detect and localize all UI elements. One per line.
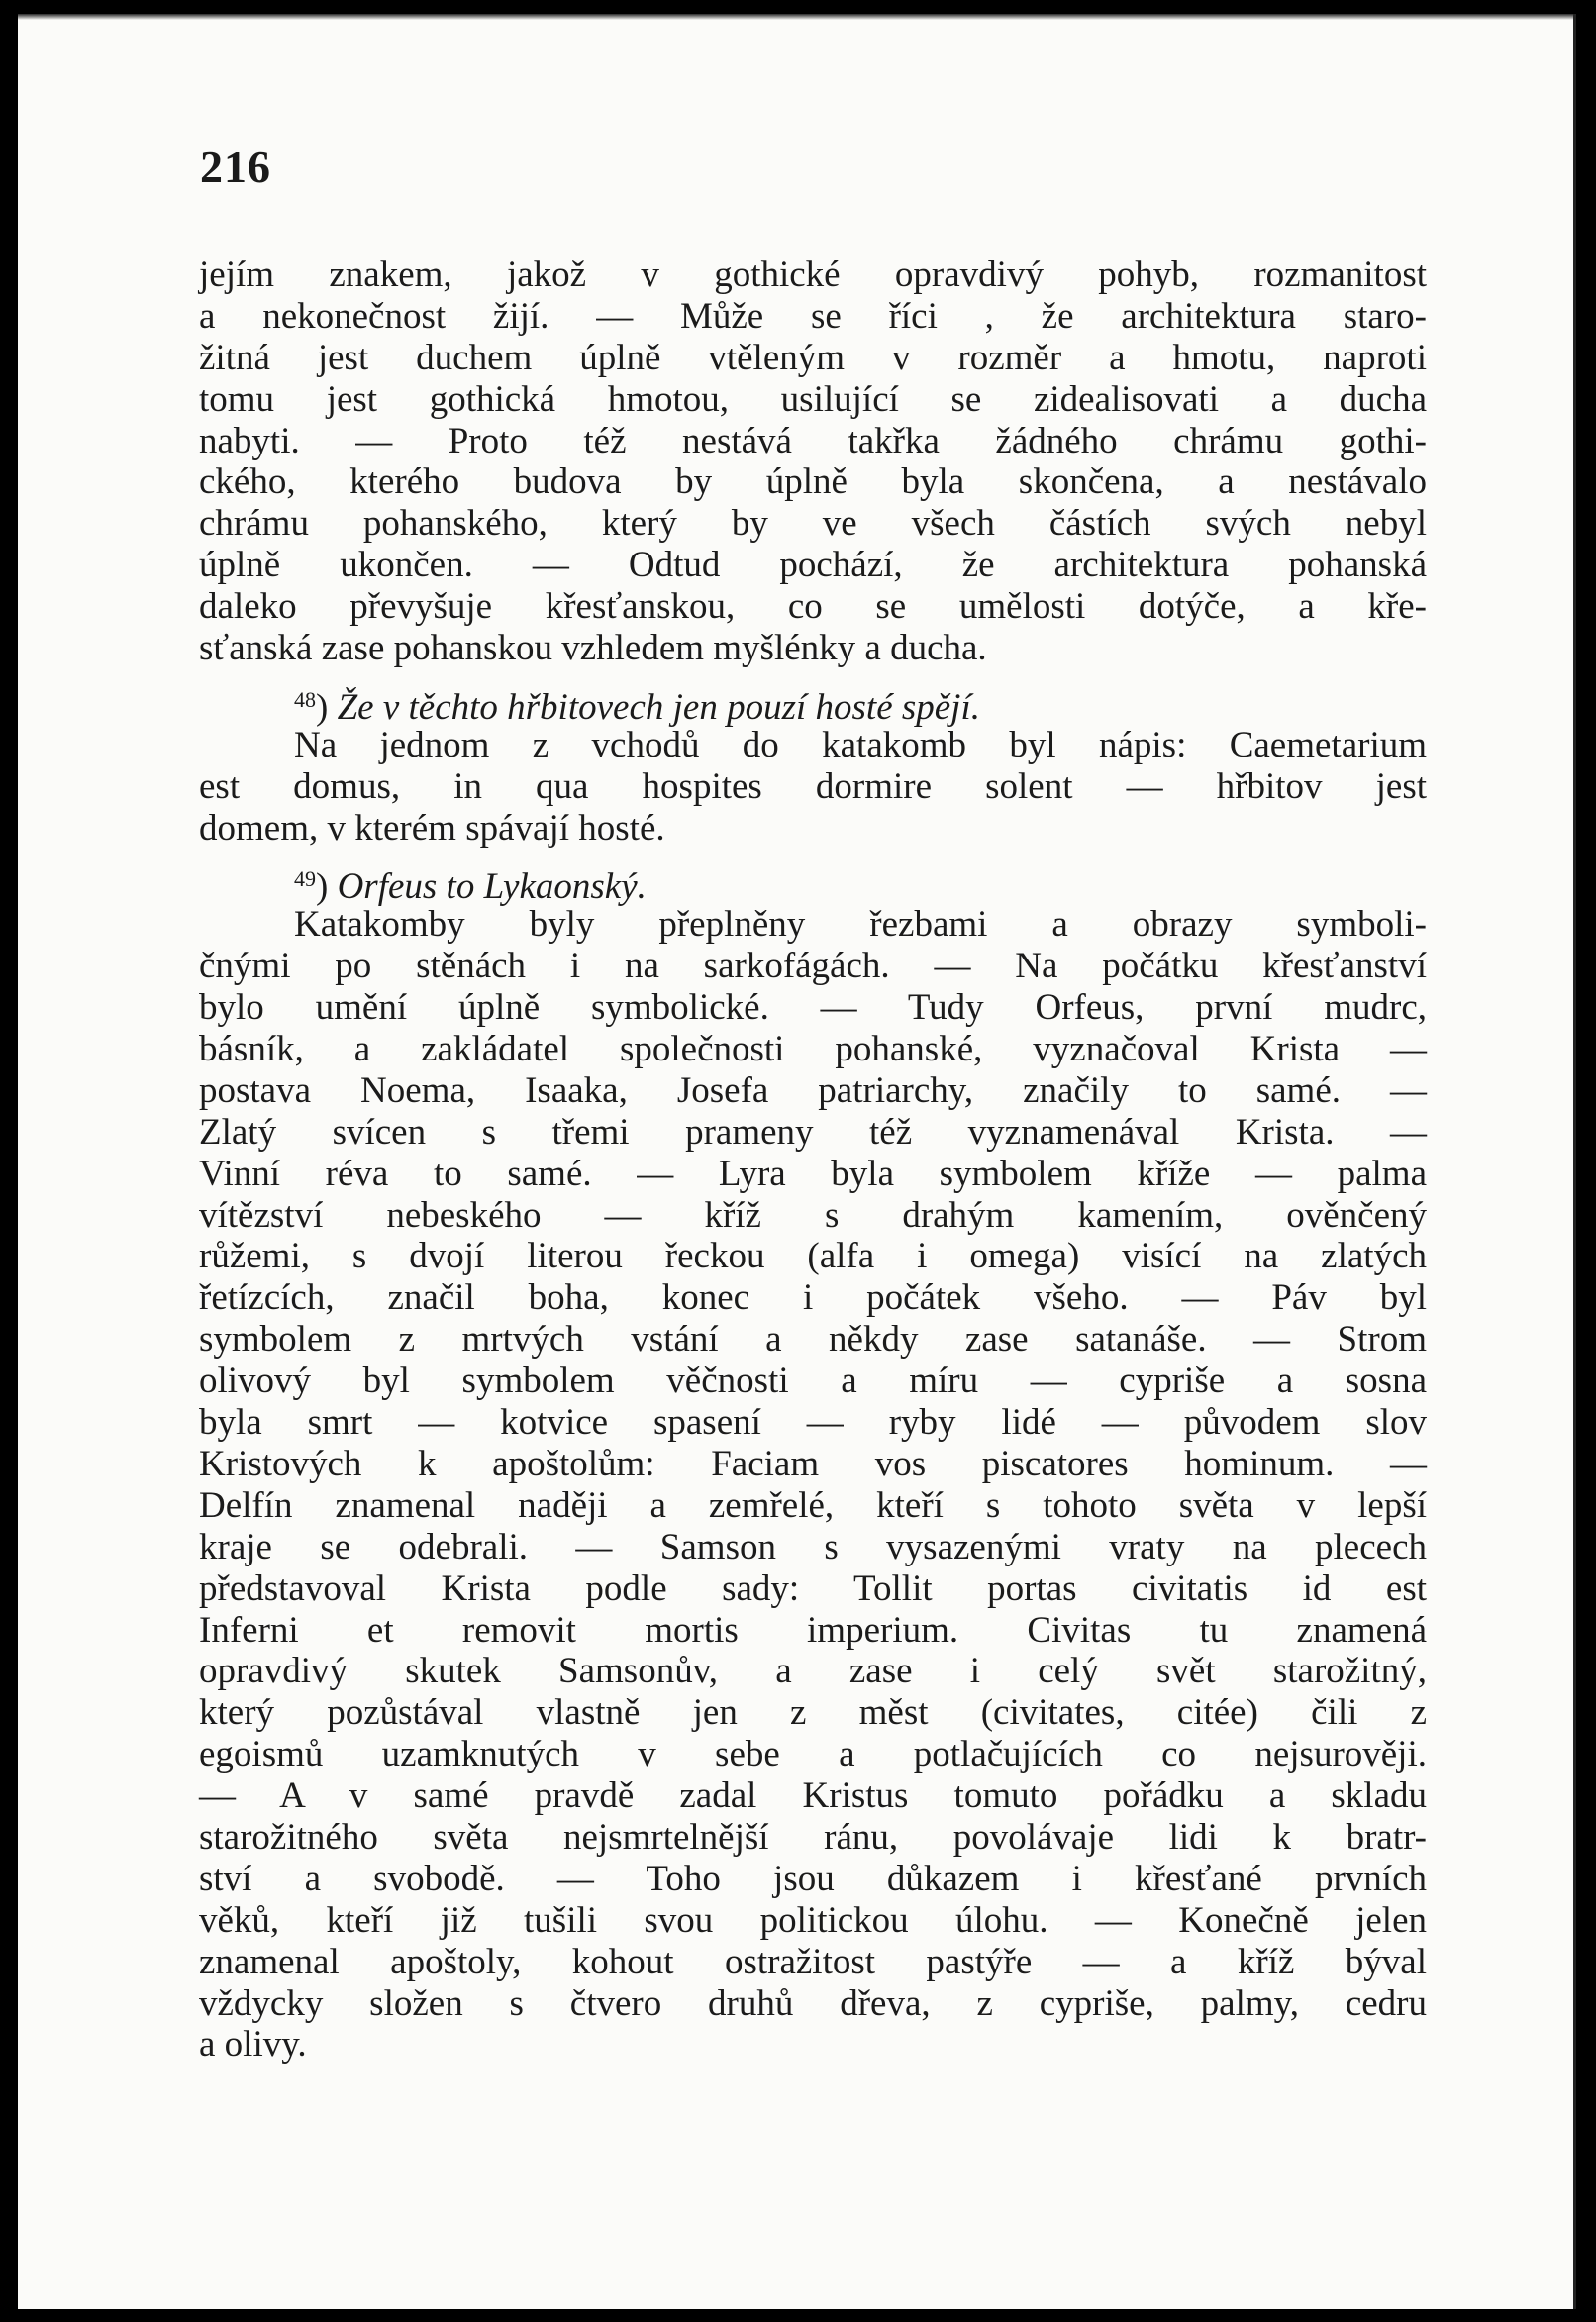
text-line: znamenal apoštoly, kohout ostražitost pastýře — a kříž býval	[199, 1941, 1427, 1982]
text-line: chrámu pohanského, který by ve všech částích svých nebyl	[199, 503, 1427, 545]
text-line: růžemi, s dvojí literou řeckou (alfa i omega) visící na zlatých	[199, 1236, 1427, 1277]
text-line: opravdivý skutek Samsonův, a zase i celý svět starožitný,	[199, 1651, 1427, 1692]
text-line: domem, v kterém spávají hosté.	[199, 807, 665, 849]
text-line: olivový byl symbolem věčnosti a míru — cypriše a sosna	[199, 1361, 1427, 1402]
text-line: tomu jest gothická hmotou, usilující se zidealisovati a ducha	[199, 378, 1427, 420]
text-line: egoismů uzamknutých v sebe a potlačujících co nejsurověji.	[199, 1734, 1427, 1775]
text-line: ckého, kterého budova by úplně byla skončena, a nestávalo	[199, 461, 1427, 503]
footnote-49: $^{49}$) Orfeus to Lykaonský.	[294, 866, 647, 908]
text-line: a olivy.	[199, 2024, 307, 2066]
text-line: est domus, in qua hospites dormire solent — hřbitov jest	[199, 765, 1427, 807]
footnote-number: 48	[294, 686, 316, 712]
text-line: a nekonečnost žijí. — Může se říci , že architektura staro-	[199, 295, 1427, 337]
text-line: vítězství nebeského — kříž s drahým kamením, ověnčený	[199, 1194, 1427, 1236]
text-line: kraje se odebrali. — Samson s vysazenými vraty na plecech	[199, 1526, 1427, 1567]
text-line: Vinní réva to samé. — Lyra byla symbolem kříže — palma	[199, 1153, 1427, 1194]
text-line: vždycky složen s čtvero druhů dřeva, z cypriše, palmy, cedru	[199, 1982, 1427, 2024]
text-line: čnými po stěnách i na sarkofágách. — Na počátku křesťanství	[199, 946, 1427, 987]
text-line: úplně ukončen. — Odtud pochází, že architektura pohanská	[199, 545, 1427, 586]
text-line: — A v samé pravdě zadal Kristus tomuto pořádku a skladu	[199, 1775, 1427, 1817]
page-edge	[18, 14, 1573, 20]
main-text	[199, 254, 1427, 2066]
text-line: Inferni et removit mortis imperium. Civitas tu znamená	[199, 1609, 1427, 1651]
text-line: postava Noema, Isaaka, Josefa patriarchy, značily to samé. —	[199, 1069, 1427, 1111]
text-line: jejím znakem, jakož v gothické opravdivý pohyb, rozmanitost	[199, 254, 1427, 295]
text-line: žitná jest duchem úplně vtěleným v rozměr a hmotu, naproti	[199, 337, 1427, 378]
text-line: symbolem z mrtvých vstání a někdy zase satanáše. — Strom	[199, 1319, 1427, 1361]
text-line: věků, kteří již tušili svou politickou úlohu. — Konečně jelen	[199, 1899, 1427, 1941]
text-line: Na jednom z vchodů do katakomb byl nápis: Caemetarium	[294, 724, 1427, 765]
text-line: řetízcích, značil boha, konec i počátek všeho. — Páv byl	[199, 1277, 1427, 1319]
text-line: ství a svobodě. — Toho jsou důkazem i křesťané prvních	[199, 1858, 1427, 1899]
footnote-heading: Že v těchto hřbitovech jen pouzí hosté spějí.	[337, 686, 980, 728]
text-line: Katakomby byly přeplněny řezbami a obrazy symboli-	[294, 904, 1427, 946]
text-line: bylo umění úplně symbolické. — Tudy Orfeus, první mudrc,	[199, 987, 1427, 1029]
text-line: Delfín znamenal naději a zemřelé, kteří s tohoto světa v lepší	[199, 1484, 1427, 1526]
footnote-48: $^{48}$) Že v těchto hřbitovech jen pouzí hosté spějí.	[294, 686, 980, 728]
text-line: byla smrt — kotvice spasení — ryby lidé — původem slov	[199, 1402, 1427, 1444]
text-line: který pozůstával vlastně jen z měst (civitates, citée) čili z	[199, 1692, 1427, 1734]
book-page	[18, 14, 1576, 2309]
text-line: Kristových k apoštolům: Faciam vos piscatores hominum. —	[199, 1443, 1427, 1484]
text-line: starožitného světa nejsmrtelnější ránu, povolávaje lidi k bratr-	[199, 1816, 1427, 1858]
text-line: sťanská zase pohanskou vzhledem myšlénky a ducha.	[199, 628, 987, 669]
text-line: Zlatý svícen s třemi prameny též vyznamenával Krista. —	[199, 1111, 1427, 1153]
footnote-number: 49	[294, 866, 316, 892]
text-line: daleko převyšuje křesťanskou, co se umělosti dotýče, a kře-	[199, 586, 1427, 628]
text-line: básník, a zakládatel společnosti pohanské, vyznačoval Krista —	[199, 1029, 1427, 1070]
footnote-heading: Orfeus to Lykaonský.	[337, 866, 647, 908]
text-line: nabyti. — Proto též nestává takřka žádného chrámu gothi-	[199, 420, 1427, 461]
text-line: představoval Krista podle sady: Tollit portas civitatis id est	[199, 1567, 1427, 1609]
page-number: 216	[200, 142, 271, 192]
